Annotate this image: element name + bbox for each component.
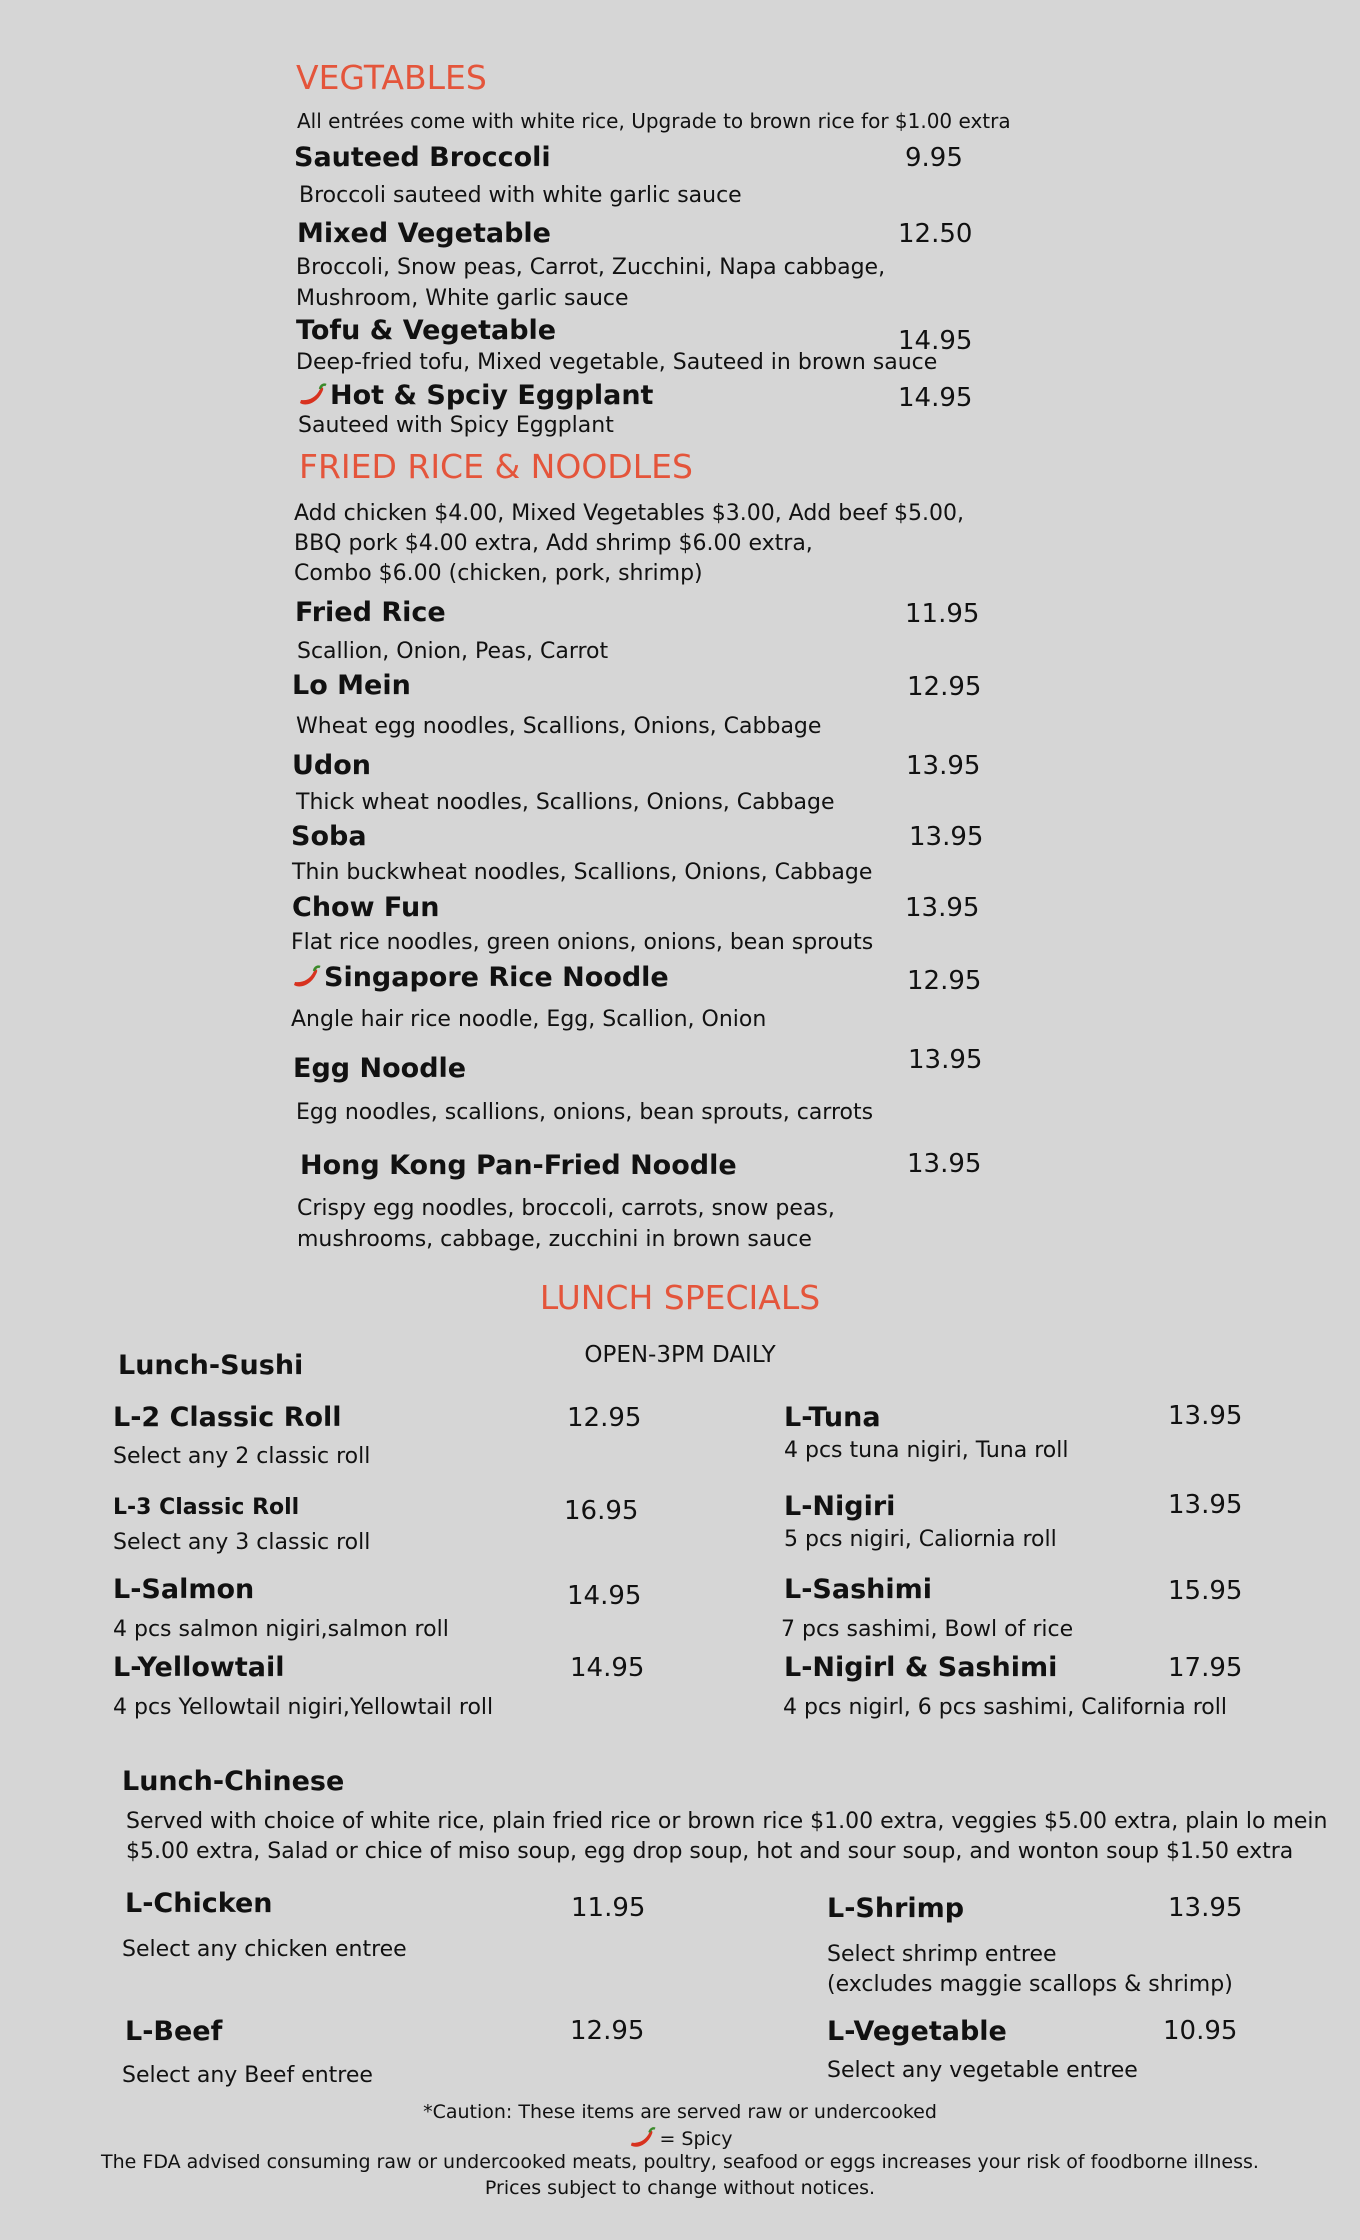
item-name: L-Tuna xyxy=(784,1402,881,1433)
caution-note: *Caution: These items are served raw or undercooked xyxy=(423,2101,937,2123)
item-name: Hong Kong Pan-Fried Noodle xyxy=(300,1150,737,1181)
item-price: 10.95 xyxy=(1163,2016,1238,2046)
item-price: 12.95 xyxy=(570,2016,645,2046)
item-name: Tofu & Vegetable xyxy=(296,315,557,346)
item-desc: 7 pcs sashimi, Bowl of rice xyxy=(781,1617,1074,1642)
item-name: Udon xyxy=(292,750,372,781)
vegetables-note: All entrées come with white rice, Upgrade to brown rice for $1.00 extra xyxy=(297,109,1011,133)
item-desc: Select any chicken entree xyxy=(122,1937,407,1962)
item-name: Sauteed Broccoli xyxy=(294,142,551,173)
item-name: L-3 Classic Roll xyxy=(113,1495,300,1520)
item-name: Chow Fun xyxy=(292,892,440,923)
lunch-sushi-heading: Lunch-Sushi xyxy=(118,1350,304,1381)
item-price: 14.95 xyxy=(570,1653,645,1683)
chili-pepper-icon xyxy=(627,2125,657,2151)
lunch-chinese-heading: Lunch-Chinese xyxy=(122,1766,345,1797)
lunch-chinese-note: Served with choice of white rice, plain fried rice or brown rice $1.00 extra, veggies $5.00 extra, plain lo mein xyxy=(126,1809,1328,1834)
item-price: 13.95 xyxy=(1168,1490,1243,1520)
item-price: 12.95 xyxy=(907,966,982,996)
item-price: 15.95 xyxy=(1168,1576,1243,1606)
fried-rice-note: Add chicken $4.00, Mixed Vegetables $3.00, Add beef $5.00, xyxy=(294,501,965,526)
item-name: L-Shrimp xyxy=(827,1893,965,1924)
item-price: 13.95 xyxy=(909,822,984,852)
item-name: Lo Mein xyxy=(292,670,411,701)
item-price: 13.95 xyxy=(907,1149,982,1179)
chili-pepper-icon xyxy=(290,963,322,991)
item-desc: Mushroom, White garlic sauce xyxy=(296,286,629,311)
item-desc: 5 pcs nigiri, Caliornia roll xyxy=(784,1527,1057,1552)
item-desc: 4 pcs salmon nigiri,salmon roll xyxy=(113,1617,449,1642)
item-price: 9.95 xyxy=(905,143,963,173)
item-name: L-Sashimi xyxy=(784,1574,933,1605)
item-name: L-Salmon xyxy=(113,1574,255,1605)
item-name: L-Nigirl & Sashimi xyxy=(784,1652,1058,1683)
item-desc: Deep-fried tofu, Mixed vegetable, Sauteed in brown sauce xyxy=(296,350,938,375)
section-heading-lunch-specials: LUNCH SPECIALS xyxy=(539,1278,821,1317)
item-desc: Flat rice noodles, green onions, onions, bean sprouts xyxy=(291,930,874,955)
item-name-spicy: Singapore Rice Noodle xyxy=(290,962,669,993)
item-price: 11.95 xyxy=(905,599,980,629)
item-price: 13.95 xyxy=(905,893,980,923)
item-price: 12.95 xyxy=(907,672,982,702)
item-desc: Angle hair rice noodle, Egg, Scallion, Onion xyxy=(291,1007,767,1032)
item-price: 14.95 xyxy=(898,326,973,356)
item-price: 17.95 xyxy=(1168,1653,1243,1683)
item-name: L-Yellowtail xyxy=(113,1652,285,1683)
fried-rice-note: BBQ pork $4.00 extra, Add shrimp $6.00 extra, xyxy=(294,531,813,556)
item-price: 11.95 xyxy=(571,1893,646,1923)
item-desc: Select any Beef entree xyxy=(122,2063,373,2088)
item-price: 14.95 xyxy=(567,1581,642,1611)
item-price: 13.95 xyxy=(1168,1893,1243,1923)
item-desc: Wheat egg noodles, Scallions, Onions, Cabbage xyxy=(296,714,822,739)
item-name: Mixed Vegetable xyxy=(297,218,551,249)
item-desc: Select any 3 classic roll xyxy=(113,1530,371,1555)
item-desc: Thin buckwheat noodles, Scallions, Onions, Cabbage xyxy=(292,860,873,885)
item-desc: Select any vegetable entree xyxy=(827,2058,1138,2083)
item-desc: mushrooms, cabbage, zucchini in brown sauce xyxy=(297,1227,812,1252)
item-desc: Sauteed with Spicy Eggplant xyxy=(298,413,614,438)
item-name: L-Nigiri xyxy=(784,1491,896,1522)
section-heading-vegetables: VEGTABLES xyxy=(296,58,487,97)
item-name: L-Vegetable xyxy=(827,2016,1007,2047)
item-desc: Select any 2 classic roll xyxy=(113,1444,371,1469)
item-desc: Thick wheat noodles, Scallions, Onions, Cabbage xyxy=(296,790,835,815)
fda-disclaimer: The FDA advised consuming raw or undercooked meats, poultry, seafood or eggs increases your risk of foodborne illness. xyxy=(101,2151,1259,2173)
chili-pepper-icon xyxy=(296,381,328,409)
item-price: 12.50 xyxy=(898,219,973,249)
section-heading-fried-rice-noodles: FRIED RICE & NOODLES xyxy=(299,447,693,486)
item-price: 14.95 xyxy=(898,383,973,413)
item-price: 13.95 xyxy=(1168,1401,1243,1431)
fried-rice-note: Combo $6.00 (chicken, pork, shrimp) xyxy=(294,561,703,586)
item-desc: Broccoli, Snow peas, Carrot, Zucchini, Napa cabbage, xyxy=(296,255,886,280)
item-price: 13.95 xyxy=(906,751,981,781)
spicy-legend: = Spicy xyxy=(0,2125,1360,2151)
lunch-hours: OPEN-3PM DAILY xyxy=(584,1342,776,1368)
item-desc: 4 pcs tuna nigiri, Tuna roll xyxy=(784,1438,1069,1463)
item-name: L-2 Classic Roll xyxy=(113,1402,342,1433)
item-desc: Select shrimp entree xyxy=(827,1942,1057,1967)
item-price: 13.95 xyxy=(908,1045,983,1075)
item-desc: Egg noodles, scallions, onions, bean sprouts, carrots xyxy=(296,1100,874,1125)
item-name: Fried Rice xyxy=(295,597,446,628)
item-desc: (excludes maggie scallops & shrimp) xyxy=(827,1972,1233,1997)
item-name: Egg Noodle xyxy=(293,1053,467,1084)
item-price: 16.95 xyxy=(564,1496,639,1526)
item-name: Soba xyxy=(291,821,367,852)
item-name: L-Chicken xyxy=(125,1888,273,1919)
item-price: 12.95 xyxy=(567,1403,642,1433)
item-desc: Broccoli sauteed with white garlic sauce xyxy=(299,183,742,208)
item-desc: 4 pcs nigirl, 6 pcs sashimi, California roll xyxy=(783,1695,1227,1720)
item-name: L-Beef xyxy=(125,2016,223,2047)
item-desc: Crispy egg noodles, broccoli, carrots, snow peas, xyxy=(297,1196,835,1221)
price-disclaimer: Prices subject to change without notices. xyxy=(484,2177,876,2199)
item-desc: Scallion, Onion, Peas, Carrot xyxy=(297,639,609,664)
lunch-chinese-note: $5.00 extra, Salad or chice of miso soup, egg drop soup, hot and sour soup, and wonton soup $1.50 extra xyxy=(126,1839,1294,1864)
item-desc: 4 pcs Yellowtail nigiri,Yellowtail roll xyxy=(113,1695,494,1720)
item-name-spicy: Hot & Spciy Eggplant xyxy=(296,380,653,411)
